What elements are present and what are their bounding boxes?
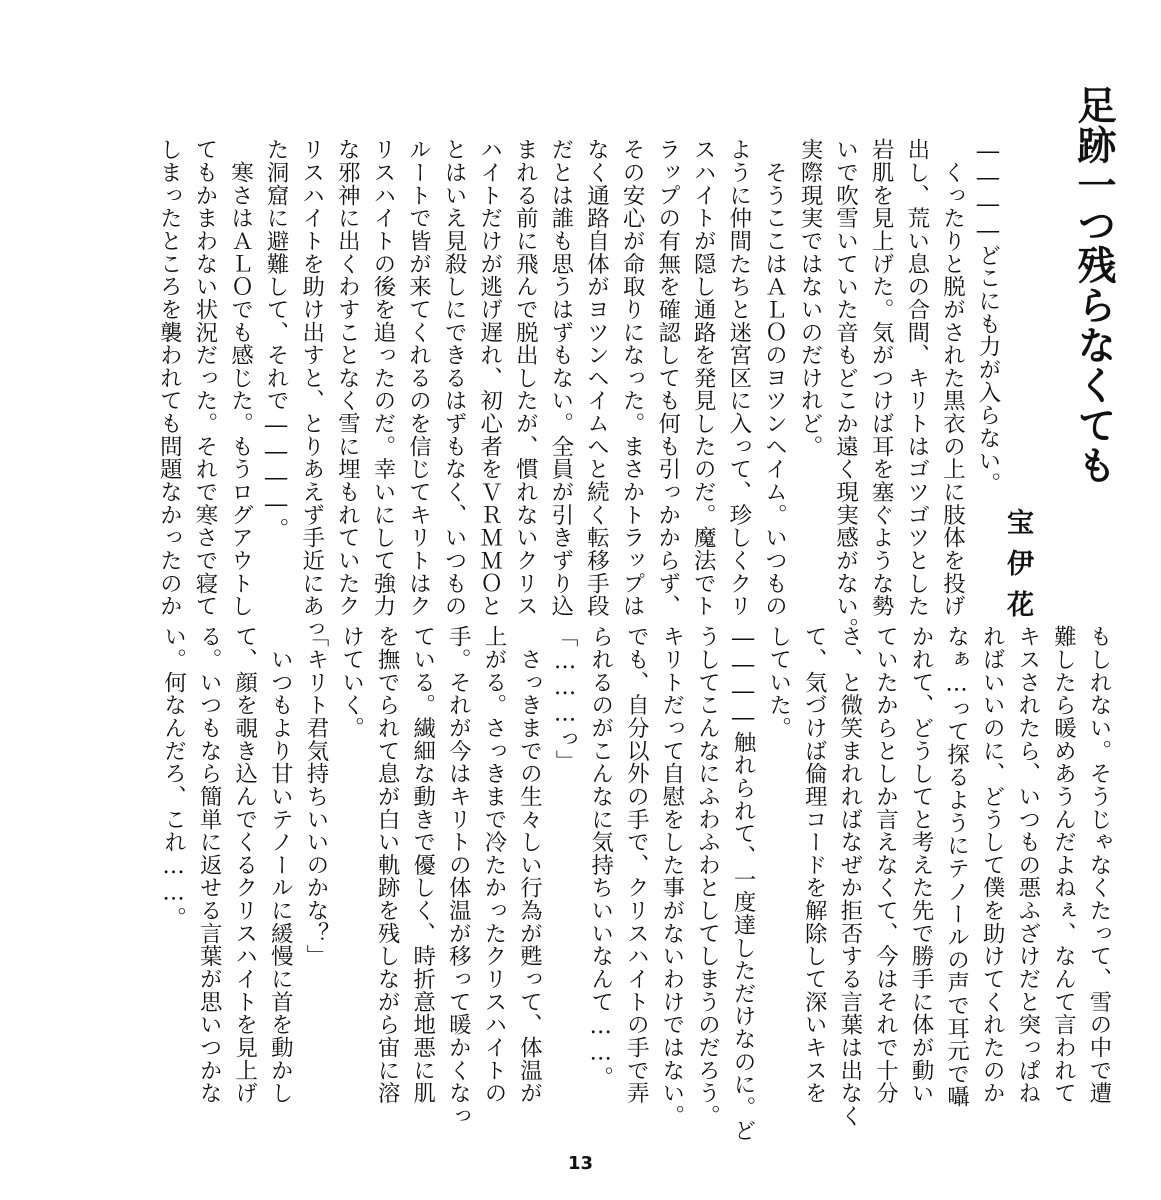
text-line: て、顔を覗き込んでくるクリスハイトを見上げ [231, 625, 258, 1105]
text-line: リスハイトを助け出すと、とりあえず手近にあっ [298, 138, 325, 641]
text-line: る。いつもなら簡単に返せる言葉が思いつかな [196, 625, 223, 1105]
text-line: うしてこんなにふわふわとしてしまうのだろう。 [694, 625, 721, 1128]
text-line: とはいえ見殺しにできるはずもなく、いつもの [441, 138, 468, 618]
text-line: その安心が命取りになった。まさかトラップは [619, 138, 646, 618]
text-line: を撫でられて息が白い軌跡を残しながら宙に溶 [374, 625, 401, 1105]
text-line: 難したら暖めあうんだよねぇ、なんて言われて [1050, 625, 1077, 1105]
text-line: 上がる。さっきまで冷たかったクリスハイトの [480, 625, 507, 1105]
text-line: 岩肌を見上げた。気がつけば耳を塞ぐような勢 [868, 138, 895, 618]
text-line: もしれない。そうじゃなくたって、雪の中で遭 [1086, 625, 1112, 1105]
text-line: 手。それが今はキリトの体温が移って暖かくなっ [445, 625, 472, 1128]
text-line: そうここはＡＬＯのヨツンヘイム。いつもの [761, 138, 788, 618]
text-line: ――――触れられて、一度達しただけなのに。ど [730, 625, 757, 1142]
text-line: キスされたら、いつもの悪ふざけだと突っぱね [1014, 625, 1041, 1105]
text-line: てもかまわない状況だった。それで寒さで寝て [191, 138, 218, 618]
text-line: キリトだって自慰をした事がないわけではない。 [658, 625, 685, 1128]
text-line: ている。繊細な動きで優しく、時折意地悪に肌 [409, 625, 436, 1105]
text-line: 出し、荒い息の合間、キリトはゴツゴツとした [903, 138, 930, 618]
text-line: 寒さはＡＬＯでも感じた。もうログアウトし [227, 138, 254, 618]
text-line: た洞窟に避難して、それで――――。 [263, 138, 290, 541]
text-line: リスハイトの後を追ったのだ。幸いにして強力 [369, 138, 396, 618]
text-line: ように仲間たちと迷宮区に入って、珍しくクリ [725, 138, 752, 618]
body-text-bottom [155, 625, 1116, 1142]
text-line: しまったところを襲われても問題なかったのか [156, 138, 183, 618]
text-line: られるのがこんなに気持ちいいなんて……。 [587, 625, 614, 1089]
text-line: なく通路自体がヨツンヘイムへと続く転移手段 [583, 138, 610, 618]
text-line: かれて、どうしてと考えた先で勝手に体が動い [908, 625, 935, 1105]
text-line: ハイトだけが逃げ遅れ、初心者をＶＲＭＭＯと [476, 138, 503, 618]
text-line: ていたからとしか言えなくて、今はそれで十分 [872, 625, 899, 1105]
text-line: い。何なんだろ、これ……。 [160, 625, 187, 929]
body-text-top [151, 138, 1005, 641]
text-line: していた。 [765, 625, 792, 740]
text-line: 実際現実ではないのだけれど。 [797, 138, 824, 458]
page-number: 13 [567, 1153, 594, 1174]
text-line: ルートで皆が来てくれるのを信じてキリトはク [405, 138, 432, 618]
text-line: いつもより甘いテノールに緩慢に首を動かし [267, 625, 294, 1105]
text-line: けていく。 [338, 625, 365, 740]
text-line: まれる前に飛んで脱出したが、慣れないクリス [512, 138, 539, 618]
text-line: な邪神に出くわすことなく雪に埋もれていたク [334, 138, 361, 618]
text-line: スハイトが隠し通路を発見したのだ。魔法でト [690, 138, 717, 618]
author-name: 宝伊花 [1002, 508, 1033, 631]
text-line: でも、自分以外の手で、クリスハイトの手で弄 [623, 625, 650, 1105]
story-title: 足跡一つ残らなくても [1071, 85, 1116, 485]
text-line: ラップの有無を確認しても何も引っかからず、 [654, 138, 681, 618]
text-line: ればいいのに、どうして僕を助けてくれたのか [979, 625, 1006, 1105]
text-line: だとは誰も思うはずもない。全員が引きずり込 [547, 138, 574, 618]
text-line: さっきまでの生々しい行為が甦って、体温が [516, 625, 543, 1105]
text-line: いで吹雪いていた音もどこか遠く現実感がない。 [832, 138, 859, 641]
text-line: 「キリト君気持ちいいのかな？」 [302, 625, 329, 968]
text-line: なぁ…って探るようにテノールの声で耳元で囁 [943, 625, 970, 1108]
text-line: くったりと脱がされた黒衣の上に肢体を投げ [939, 138, 966, 618]
text-line: て、気づけば倫理コードを解除して深いキスを [801, 625, 828, 1105]
text-line: さ、と微笑まれればなぜか拒否する言葉は出なく [836, 625, 863, 1128]
text-line: 「………っ」 [552, 625, 579, 773]
text-line: ――――どこにも力が入らない。 [975, 138, 1001, 495]
